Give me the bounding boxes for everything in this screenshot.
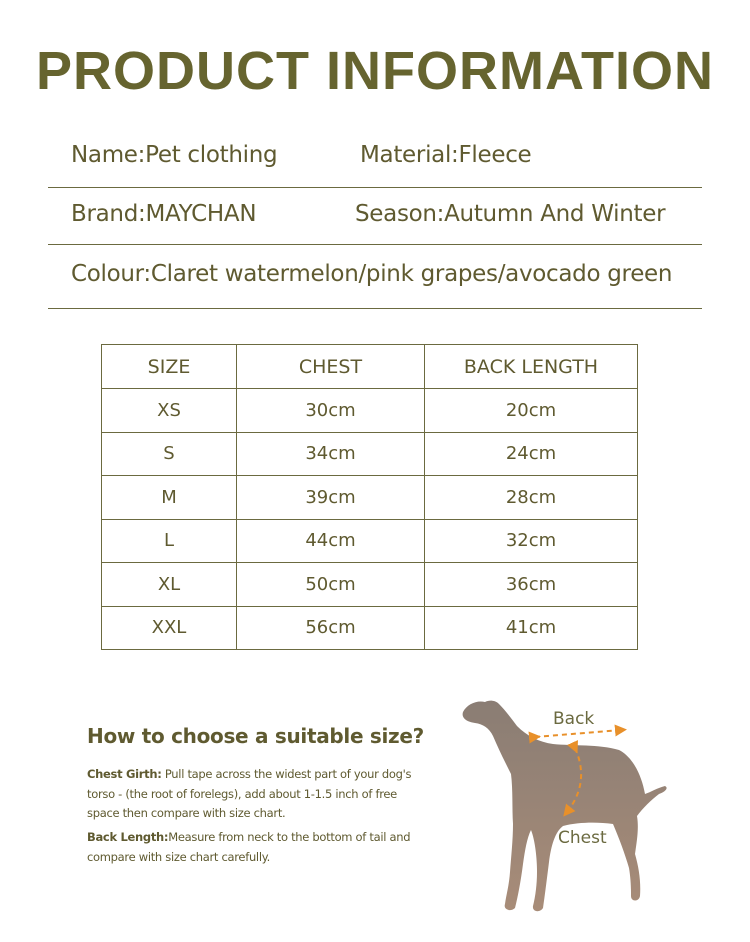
chest-girth-text: Pull tape across the widest part of your dog's torso - (the root of forelegs), add about 1-1.5 inch of free space then compare with size chart. bbox=[87, 767, 412, 820]
back-length-text: Measure from neck to the bottom of tail and compare with size chart carefully. bbox=[87, 830, 411, 864]
chest-cell: 44cm bbox=[237, 519, 425, 563]
info-colour: Colour:Claret watermelon/pink grapes/avocado green bbox=[71, 261, 673, 287]
table-row bbox=[102, 432, 638, 476]
size-cell: XL bbox=[102, 563, 237, 607]
size-cell: S bbox=[102, 432, 237, 476]
size-cell: XXL bbox=[102, 606, 237, 650]
column-header-back-length: BACK LENGTH bbox=[425, 345, 638, 389]
chest-girth-instructions bbox=[87, 765, 432, 824]
back-measure-arrow bbox=[535, 730, 621, 737]
info-divider bbox=[48, 308, 702, 309]
column-header-size: SIZE bbox=[102, 345, 237, 389]
info-season: Season:Autumn And Winter bbox=[355, 201, 666, 227]
chest-cell: 30cm bbox=[237, 389, 425, 433]
table-row bbox=[102, 563, 638, 607]
back-length-cell: 20cm bbox=[425, 389, 638, 433]
size-cell: XS bbox=[102, 389, 237, 433]
size-cell: M bbox=[102, 476, 237, 520]
size-guide-title: How to choose a suitable size? bbox=[87, 724, 424, 748]
back-length-cell: 36cm bbox=[425, 563, 638, 607]
back-length-cell: 41cm bbox=[425, 606, 638, 650]
info-divider bbox=[48, 244, 702, 245]
table-row bbox=[102, 389, 638, 433]
back-length-instructions bbox=[87, 828, 432, 867]
back-length-label: Back Length: bbox=[87, 830, 169, 844]
back-length-cell: 32cm bbox=[425, 519, 638, 563]
info-name: Name:Pet clothing bbox=[71, 142, 278, 168]
chest-measure-label: Chest bbox=[558, 828, 607, 848]
column-header-chest: CHEST bbox=[237, 345, 425, 389]
table-row bbox=[102, 606, 638, 650]
table-row bbox=[102, 519, 638, 563]
size-cell: L bbox=[102, 519, 237, 563]
chest-cell: 56cm bbox=[237, 606, 425, 650]
chest-girth-label: Chest Girth: bbox=[87, 767, 162, 781]
table-row bbox=[102, 476, 638, 520]
info-brand: Brand:MAYCHAN bbox=[71, 201, 257, 227]
info-material: Material:Fleece bbox=[360, 142, 532, 168]
table-header-row bbox=[102, 345, 638, 389]
size-chart-table bbox=[101, 344, 638, 650]
chest-cell: 34cm bbox=[237, 432, 425, 476]
page-title: PRODUCT INFORMATION bbox=[36, 41, 714, 101]
chest-cell: 50cm bbox=[237, 563, 425, 607]
back-measure-label: Back bbox=[553, 709, 595, 729]
back-length-cell: 28cm bbox=[425, 476, 638, 520]
info-divider bbox=[48, 187, 702, 188]
chest-cell: 39cm bbox=[237, 476, 425, 520]
back-length-cell: 24cm bbox=[425, 432, 638, 476]
